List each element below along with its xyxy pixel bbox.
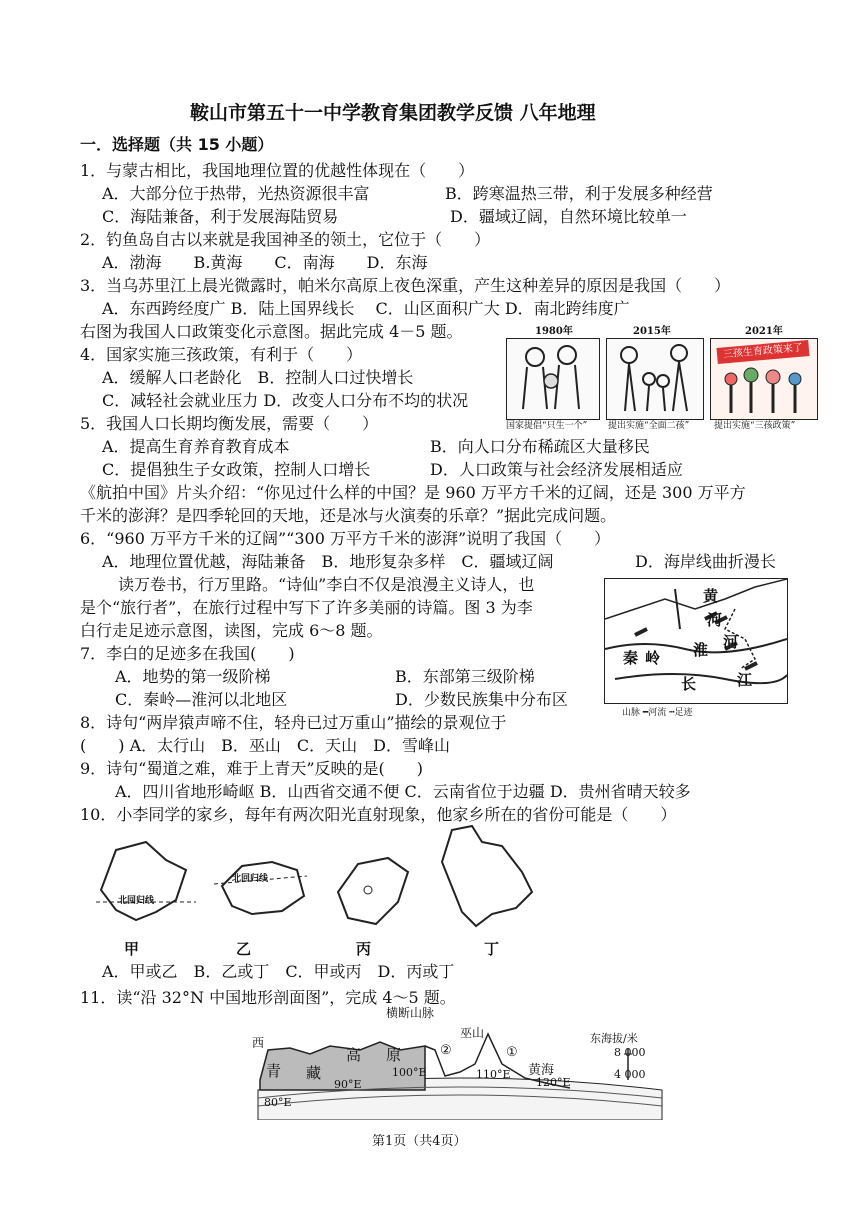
q5-option-c: C．提倡独生子女政策，控制人口增长	[102, 460, 371, 479]
profile-tick-8000: 8 000	[614, 1046, 646, 1059]
three-child-banner: 三孩生育政策来了	[716, 340, 809, 364]
q7-option-c: C．秦岭—淮河以北地区	[115, 690, 288, 709]
q6-option-d: D．海岸线曲折漫长	[635, 552, 776, 571]
plateau-label-qing: 青	[266, 1062, 282, 1080]
mountain-label-wushan: 巫山	[460, 1026, 485, 1040]
three-child-family-illustration	[711, 339, 817, 419]
q11-stem: 11．读“沿 32°N 中国地形剖面图”，完成 4～5 题。	[80, 988, 456, 1007]
caption-1980: 国家提倡“只生一个”	[506, 421, 588, 431]
map-label-he2: 河	[723, 633, 739, 651]
province-label-yi: 乙	[236, 940, 252, 958]
panel-2015	[606, 338, 704, 420]
map-label-he1: 河	[707, 611, 723, 629]
plateau-label-yuan: 原	[386, 1046, 402, 1064]
panel-1980	[506, 338, 600, 420]
q4-options-ab: A．缓解人口老龄化 B．控制人口过快增长	[102, 368, 414, 387]
lon-tick-100: 100°E	[392, 1066, 427, 1079]
yi-tropic-label: 北回归线	[232, 874, 269, 884]
q5-option-a: A．提高生育养育教育成本	[102, 437, 290, 456]
q8-stem: 8．诗句“两岸猿声啼不住，轻舟已过万重山”描绘的景观位于	[80, 713, 507, 732]
two-child-family-illustration	[607, 339, 703, 419]
q3-options: A．东西跨经度广 B．陆上国界线长 C．山区面积广大 D．南北跨纬度广	[102, 299, 630, 318]
one-child-family-illustration	[507, 339, 599, 419]
q5-option-d: D．人口政策与社会经济发展相适应	[430, 460, 683, 479]
q7-option-b: B．东部第三级阶梯	[395, 667, 535, 686]
q2-stem: 2．钓鱼岛自古以来就是我国神圣的领土，它位于（ ）	[80, 230, 491, 249]
aerial-china-intro-2: 千米的澎湃？是四季轮回的天地，还是冰与火演奏的乐章？”据此完成问题。	[80, 506, 617, 525]
year-1980: 1980年	[535, 326, 573, 337]
lon-tick-110: 110°E	[476, 1068, 511, 1081]
profile-marker-2: ②	[440, 1043, 452, 1058]
aerial-china-intro-1: 《航拍中国》片头介绍：“你见过什么样的中国？是 960 万平方千米的辽阔，还是 300 万平方	[80, 483, 746, 502]
province-yi-outline	[212, 856, 312, 926]
q4-options-cd: C．减轻社会就业压力 D．改变人口分布不均的状况	[102, 391, 469, 410]
lon-tick-90: 90°E	[334, 1078, 362, 1091]
page-footer: 第1页（共4页）	[372, 1134, 467, 1149]
q5-stem: 5．我国人口长期均衡发展，需要（ ）	[80, 414, 379, 433]
year-2021: 2021年	[745, 326, 783, 337]
profile-marker-1: ①	[506, 1045, 518, 1060]
map-label-huai: 淮	[693, 641, 709, 659]
jia-tropic-label: 北回归线	[118, 896, 155, 906]
libai-intro-3: 白行走足迹示意图，读图，完成 6～8 题。	[80, 621, 383, 640]
libai-route-map	[604, 578, 788, 704]
q7-stem: 7．李白的足迹多在我国( )	[80, 644, 295, 663]
q1-option-d: D．疆域辽阔，自然环境比较单一	[450, 207, 687, 226]
q7-option-d: D．少数民族集中分布区	[395, 690, 568, 709]
q1-stem: 1．与蒙古相比，我国地理位置的优越性体现在（ ）	[80, 161, 475, 180]
q10-stem: 10．小李同学的家乡，每年有两次阳光直射现象，他家乡所在的省份可能是（ ）	[80, 805, 677, 824]
libai-intro-2: 是个“旅行者”，在旅行过程中写下了许多美丽的诗篇。图 3 为李	[80, 598, 533, 617]
map-label-huang: 黄	[703, 587, 719, 605]
q9-stem: 9．诗句“蜀道之难，难于上青天”反映的是( )	[80, 759, 424, 778]
map-label-jiang: 江	[737, 671, 753, 689]
sea-label-huanghai: 黄海	[528, 1063, 555, 1078]
profile-axis-title: 东海拔/米	[590, 1032, 638, 1045]
page-title: 鞍山市第五十一中学教育集团教学反馈 八年地理	[190, 102, 596, 124]
q1-option-b: B．跨寒温热三带，利于发展多种经营	[445, 184, 713, 203]
q1-option-c: C．海陆兼备，利于发展海陆贸易	[102, 207, 339, 226]
province-label-bing: 丙	[356, 940, 372, 958]
q7-option-a: A．地势的第一级阶梯	[115, 667, 271, 686]
q4-stem: 4．国家实施三孩政策，有利于（ ）	[80, 345, 363, 364]
q10-options: A．甲或乙 B．乙或丁 C．甲或丙 D．丙或丁	[102, 962, 455, 981]
map-label-qin: 秦	[623, 649, 639, 667]
q4-5-intro: 右图为我国人口政策变化示意图。据此完成 4－5 题。	[80, 322, 463, 341]
q8-options: ( ) A．太行山 B．巫山 C．天山 D．雪峰山	[80, 736, 450, 755]
year-2015: 2015年	[633, 326, 671, 337]
q6-options-abc: A．地理位置优越，海陆兼备 B．地形复杂多样 C．疆域辽阔	[102, 552, 554, 571]
profile-tick-4000: 4 000	[614, 1068, 646, 1081]
panel-2021	[710, 338, 818, 420]
q9-options: A．四川省地形崎岖 B．山西省交通不便 C．云南省位于边疆 D．贵州省晴天较多	[115, 782, 691, 801]
section-heading: 一．选择题（共 15 小题）	[80, 135, 274, 154]
q3-stem: 3．当乌苏里江上晨光微露时，帕米尔高原上夜色深重，产生这种差异的原因是我国（ ）	[80, 276, 731, 295]
profile-west-label: 西	[252, 1036, 265, 1050]
province-jia-outline	[96, 840, 196, 930]
lon-tick-80: 80°E	[264, 1096, 292, 1109]
caption-2021: 提出实施“三孩政策”	[714, 421, 796, 431]
libai-intro-1: 读万卷书，行万里路。“诗仙”李白不仅是浪漫主义诗人，也	[118, 575, 535, 594]
map-label-ling: 岭	[645, 649, 661, 667]
q2-options: A．渤海 B.黄海 C．南海 D．东海	[102, 253, 428, 272]
q1-option-a: A．大部分位于热带，光热资源很丰富	[102, 184, 370, 203]
plateau-label-zang: 藏	[306, 1064, 322, 1082]
province-label-jia: 甲	[124, 940, 140, 958]
province-bing-outline	[328, 852, 418, 932]
caption-2015: 提出实施“全面二孩”	[608, 421, 690, 431]
profile-title-hengduan: 横断山脉	[386, 1006, 435, 1020]
libai-map-legend: 山脉 ━河流 ┅足迹	[622, 708, 693, 718]
q6-stem: 6．“960 万平方千米的辽阔”“300 万平方千米的澎湃”说明了我国（ ）	[80, 529, 611, 548]
province-label-ding: 丁	[484, 940, 500, 958]
lon-tick-120: 120°E	[536, 1076, 571, 1089]
province-ding-outline	[432, 822, 542, 934]
map-label-chang: 长	[681, 675, 697, 693]
q5-option-b: B．向人口分布稀疏区大量移民	[430, 437, 650, 456]
plateau-label-gao: 高	[346, 1046, 362, 1064]
